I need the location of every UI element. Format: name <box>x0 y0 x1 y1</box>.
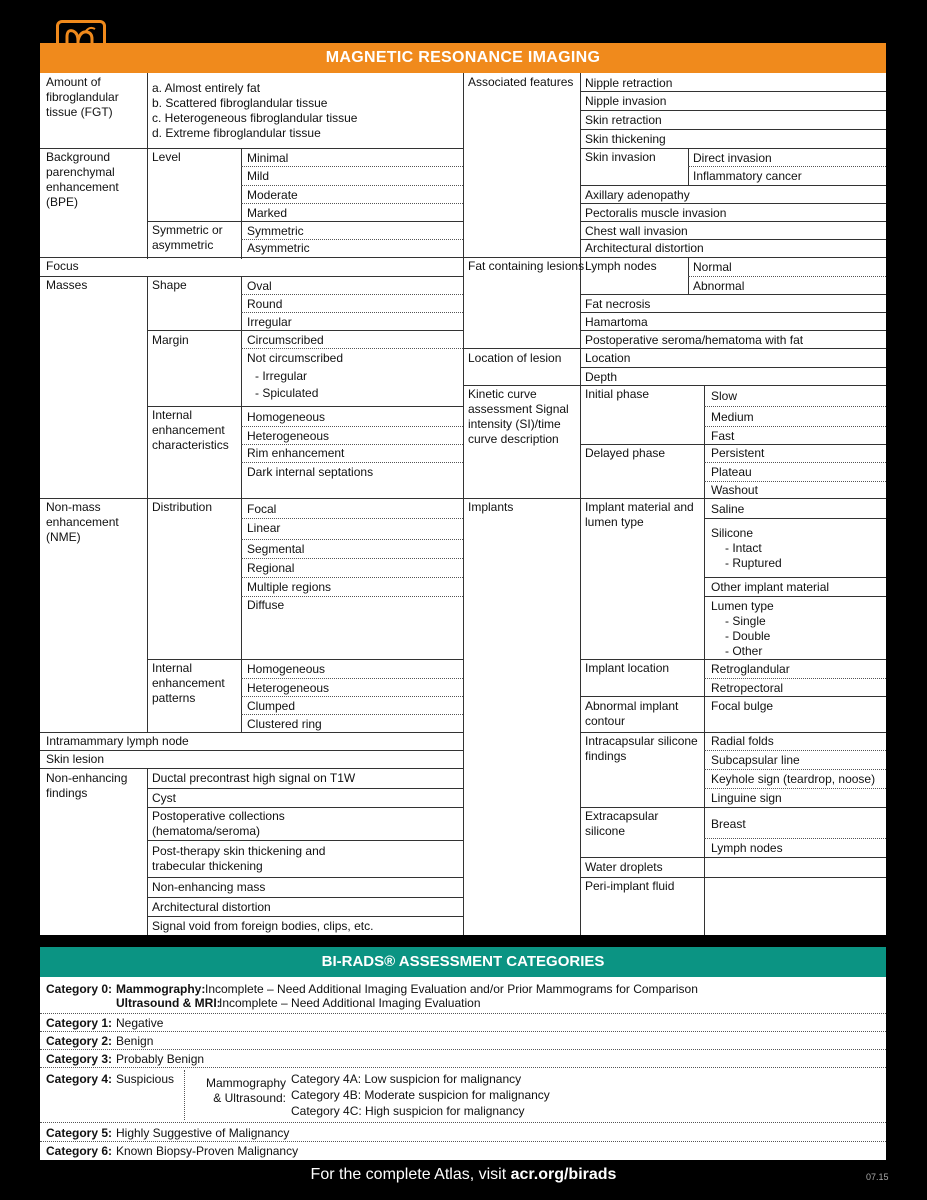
fat-option: Hamartoma <box>585 315 648 329</box>
nonenh-option: Postoperative collections (hematoma/seroma) <box>152 809 285 838</box>
bpe-level-label: Level <box>152 150 181 164</box>
iep-option: Clustered ring <box>247 717 322 731</box>
cat4-modality: Mammography & Ultrasound: <box>205 1076 286 1105</box>
implant-location-option: Retropectoral <box>711 681 784 695</box>
cat3-label: Category 3: <box>46 1052 113 1066</box>
cat0-label: Category 0: <box>46 982 113 996</box>
location-option: Location <box>585 351 631 365</box>
cat4-text: Suspicious <box>116 1072 175 1086</box>
cat1-label: Category 1: <box>46 1016 113 1030</box>
intracap-option: Keyhole sign (teardrop, noose) <box>711 772 876 786</box>
margin-option: Not circumscribed <box>247 351 344 365</box>
location-label: Location of lesion <box>468 351 562 365</box>
bpe-sym: Symmetric <box>247 224 304 238</box>
lumen-option: - Single <box>725 614 766 628</box>
assoc-option: Architectural distortion <box>585 241 704 255</box>
birads-title: BI-RADS® ASSESSMENT CATEGORIES <box>321 953 605 970</box>
cat0-mammo-bold: Mammography: <box>116 982 206 996</box>
assoc-option: Nipple retraction <box>585 76 673 90</box>
water-droplets: Water droplets <box>585 860 663 874</box>
intracap-option: Radial folds <box>711 734 774 748</box>
margin-option: - Irregular <box>255 369 308 383</box>
cat2-label: Category 2: <box>46 1034 113 1048</box>
fgt-option: a. Almost entirely fat <box>152 81 261 95</box>
nonenh-label: Non-enhancing findings <box>46 771 128 800</box>
mri-title: MAGNETIC RESONANCE IMAGING <box>325 49 601 66</box>
extracap-label: Extracapsular silicone <box>585 809 659 838</box>
footer-prefix: For the complete Atlas, visit <box>310 1166 511 1183</box>
shape-option: Oval <box>247 279 272 293</box>
iep-option: Heterogeneous <box>247 681 330 695</box>
bpe-label: Background parenchymal enhancement (BPE) <box>46 150 119 209</box>
distribution-option: Focal <box>247 502 277 516</box>
implants-label: Implants <box>468 500 514 514</box>
silicone-option: - Intact <box>725 541 762 555</box>
implant-location-option: Retroglandular <box>711 662 790 676</box>
cat4-sub: Category 4C: High suspicion for malignancy <box>291 1104 525 1118</box>
bpe-level: Minimal <box>247 151 289 165</box>
initial-phase-label: Initial phase <box>585 387 650 401</box>
lymph-option: Normal <box>693 260 732 274</box>
cat4-sub: Category 4A: Low suspicion for malignancy <box>291 1072 522 1086</box>
fgt-option: b. Scattered fibroglandular tissue <box>152 96 328 110</box>
assoc-option: Pectoralis muscle invasion <box>585 206 727 220</box>
skin-invasion-label: Skin invasion <box>585 150 656 164</box>
iec-option: Heterogeneous <box>247 429 330 443</box>
iec-option: Rim enhancement <box>247 446 345 460</box>
shape-option: Irregular <box>247 315 292 329</box>
assoc-option: Axillary adenopathy <box>585 188 690 202</box>
skin-invasion-option: Inflammatory cancer <box>693 169 802 183</box>
intramammary-label: Intramammary lymph node <box>46 734 189 748</box>
footer-code: 07.15 <box>866 1172 889 1182</box>
assoc-label: Associated features <box>468 75 574 89</box>
distribution-option: Linear <box>247 521 281 535</box>
extracap-option: Breast <box>711 817 746 831</box>
skin-lesion-label: Skin lesion <box>46 752 105 766</box>
cat4-label: Category 4: <box>46 1072 113 1086</box>
distribution-option: Segmental <box>247 542 305 556</box>
cat4-sub: Category 4B: Moderate suspicion for malignancy <box>291 1088 550 1102</box>
silicone-option: Silicone <box>711 526 754 540</box>
nme-label: Non-mass enhancement (NME) <box>46 500 119 544</box>
margin-label: Margin <box>152 333 189 347</box>
lumen-option: - Double <box>725 629 771 643</box>
margin-option: Circumscribed <box>247 333 324 347</box>
bpe-sym-label: Symmetric or asymmetric <box>152 223 223 252</box>
nonenh-option: Non-enhancing mass <box>152 880 266 894</box>
initial-option: Fast <box>711 429 735 443</box>
fgt-option: c. Heterogeneous fibroglandular tissue <box>152 111 358 125</box>
intracap-option: Linguine sign <box>711 791 782 805</box>
delayed-option: Plateau <box>711 465 752 479</box>
masses-label: Masses <box>46 278 88 292</box>
cat2-text: Benign <box>116 1034 154 1048</box>
iep-label: Internal enhancement patterns <box>152 661 225 705</box>
nonenh-option: Post-therapy skin thickening and trabecular thickening <box>152 844 326 873</box>
assoc-option: Skin thickening <box>585 132 666 146</box>
fat-option: Fat necrosis <box>585 297 651 311</box>
material-label: Implant material and lumen type <box>585 500 694 529</box>
cat0-us-text: Incomplete – Need Additional Imaging Evaluation <box>219 996 481 1010</box>
initial-option: Slow <box>711 389 738 403</box>
lymph-label: Lymph nodes <box>585 259 657 273</box>
nonenh-option: Architectural distortion <box>152 900 271 914</box>
intracap-label: Intracapsular silicone findings <box>585 734 698 763</box>
lumen-option: Lumen type <box>711 599 774 613</box>
cat0-us-bold: Ultrasound & MRI: <box>116 996 221 1010</box>
iec-option: Homogeneous <box>247 410 326 424</box>
implant-location-label: Implant location <box>585 661 670 675</box>
focus-label: Focus <box>46 259 79 273</box>
iep-option: Homogeneous <box>247 662 326 676</box>
footer-link[interactable]: acr.org/birads <box>510 1166 617 1183</box>
initial-option: Medium <box>711 410 754 424</box>
margin-option: - Spiculated <box>255 386 319 400</box>
focal-bulge-option: Focal bulge <box>711 699 774 713</box>
cat5-text: Highly Suggestive of Malignancy <box>116 1126 290 1140</box>
kinetic-label: Kinetic curve assessment Signal intensity (SI)/time curve description <box>468 387 569 446</box>
distribution-label: Distribution <box>152 500 213 514</box>
peri-implant-fluid: Peri-implant fluid <box>585 879 675 893</box>
shape-label: Shape <box>152 278 187 292</box>
location-option: Depth <box>585 370 618 384</box>
fat-label: Fat containing lesions <box>468 259 585 273</box>
footer <box>0 1165 927 1185</box>
distribution-option: Diffuse <box>247 598 285 612</box>
delayed-option: Persistent <box>711 446 765 460</box>
bpe-level: Moderate <box>247 188 298 202</box>
assoc-option: Chest wall invasion <box>585 224 688 238</box>
delayed-phase-label: Delayed phase <box>585 446 666 460</box>
silicone-option: - Ruptured <box>725 556 782 570</box>
saline-option: Saline <box>711 502 745 516</box>
nonenh-option: Cyst <box>152 791 176 805</box>
fat-option: Postoperative seroma/hematoma with fat <box>585 333 804 347</box>
cat5-label: Category 5: <box>46 1126 113 1140</box>
cat1-text: Negative <box>116 1016 164 1030</box>
delayed-option: Washout <box>711 483 758 497</box>
fgt-option: d. Extreme fibroglandular tissue <box>152 126 321 140</box>
fgt-label: Amount of fibroglandular tissue (FGT) <box>46 75 119 119</box>
distribution-option: Regional <box>247 561 295 575</box>
cat3-text: Probably Benign <box>116 1052 205 1066</box>
extracap-option: Lymph nodes <box>711 841 783 855</box>
assoc-option: Nipple invasion <box>585 94 667 108</box>
iec-option: Dark internal septations <box>247 465 374 479</box>
abnormal-contour-label: Abnormal implant contour <box>585 699 679 728</box>
distribution-option: Multiple regions <box>247 580 332 594</box>
iec-label: Internal enhancement characteristics <box>152 408 229 452</box>
skin-invasion-option: Direct invasion <box>693 151 772 165</box>
cat6-text: Known Biopsy-Proven Malignancy <box>116 1144 299 1158</box>
assoc-option: Skin retraction <box>585 113 662 127</box>
bpe-level: Marked <box>247 206 288 220</box>
iep-option: Clumped <box>247 699 296 713</box>
cat0-mammo-text: Incomplete – Need Additional Imaging Evaluation and/or Prior Mammograms for Comparison <box>205 982 698 996</box>
bpe-level: Mild <box>247 169 270 183</box>
nonenh-option: Ductal precontrast high signal on T1W <box>152 771 356 785</box>
other-material-option: Other implant material <box>711 580 830 594</box>
lymph-option: Abnormal <box>693 279 745 293</box>
intracap-option: Subcapsular line <box>711 753 800 767</box>
lumen-option: - Other <box>725 644 763 658</box>
cat6-label: Category 6: <box>46 1144 113 1158</box>
nonenh-option: Signal void from foreign bodies, clips, etc. <box>152 919 374 933</box>
shape-option: Round <box>247 297 283 311</box>
bpe-sym: Asymmetric <box>247 241 310 255</box>
